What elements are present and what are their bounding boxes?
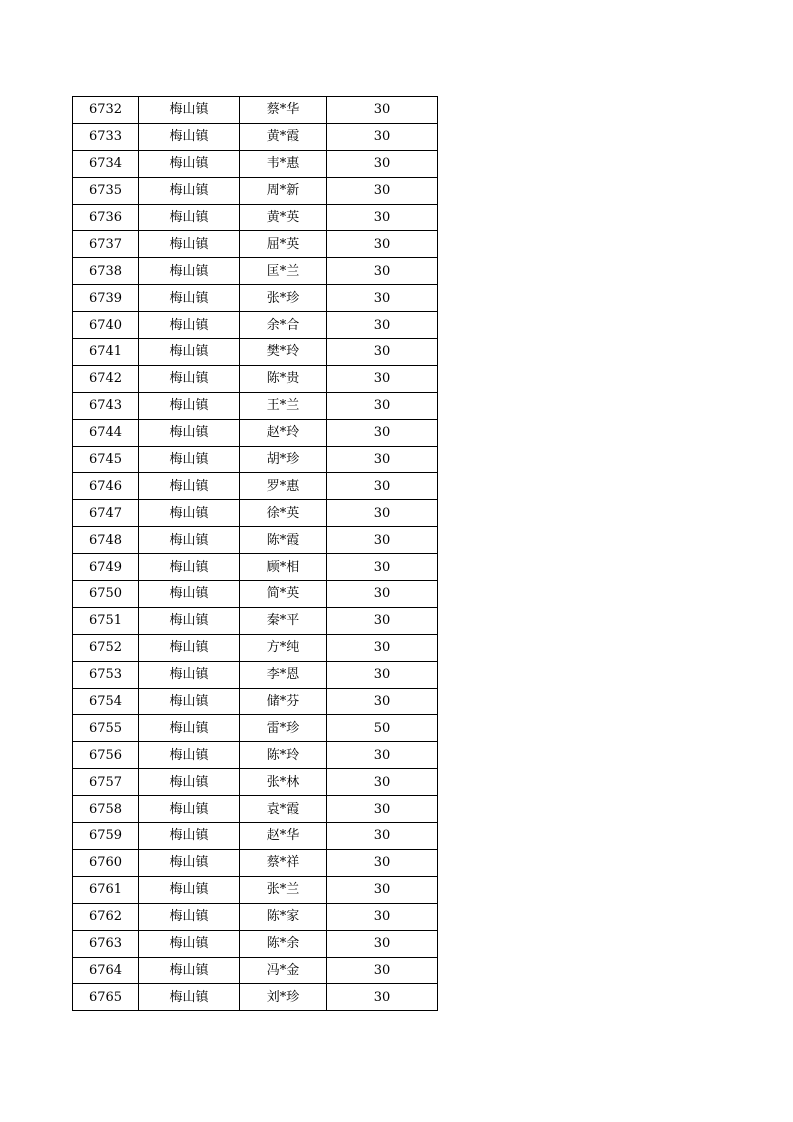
amount-cell: 30 [327, 688, 438, 715]
row-number-cell: 6761 [73, 876, 139, 903]
row-number-cell: 6750 [73, 581, 139, 608]
table-row [73, 419, 438, 446]
amount-cell: 30 [327, 849, 438, 876]
table-row [73, 984, 438, 1011]
name-cell: 匡*兰 [240, 258, 327, 285]
table-row [73, 688, 438, 715]
town-cell: 梅山镇 [139, 876, 240, 903]
amount-cell: 30 [327, 769, 438, 796]
name-cell: 余*合 [240, 312, 327, 339]
table-row [73, 365, 438, 392]
row-number-cell: 6736 [73, 204, 139, 231]
amount-cell: 30 [327, 796, 438, 823]
town-cell: 梅山镇 [139, 769, 240, 796]
amount-cell: 30 [327, 876, 438, 903]
table-row [73, 849, 438, 876]
town-cell: 梅山镇 [139, 796, 240, 823]
name-cell: 储*芬 [240, 688, 327, 715]
amount-cell: 30 [327, 204, 438, 231]
name-cell: 冯*金 [240, 957, 327, 984]
name-cell: 樊*玲 [240, 339, 327, 366]
table-row [73, 769, 438, 796]
town-cell: 梅山镇 [139, 688, 240, 715]
name-cell: 张*珍 [240, 285, 327, 312]
name-cell: 周*新 [240, 177, 327, 204]
name-cell: 徐*英 [240, 500, 327, 527]
name-cell: 赵*华 [240, 823, 327, 850]
town-cell: 梅山镇 [139, 204, 240, 231]
table-row [73, 715, 438, 742]
town-cell: 梅山镇 [139, 150, 240, 177]
row-number-cell: 6744 [73, 419, 139, 446]
amount-cell: 30 [327, 339, 438, 366]
name-cell: 简*英 [240, 581, 327, 608]
amount-cell: 30 [327, 661, 438, 688]
name-cell: 刘*珍 [240, 984, 327, 1011]
data-table [72, 96, 438, 1011]
amount-cell: 30 [327, 984, 438, 1011]
town-cell: 梅山镇 [139, 123, 240, 150]
name-cell: 陈*余 [240, 930, 327, 957]
row-number-cell: 6743 [73, 392, 139, 419]
row-number-cell: 6765 [73, 984, 139, 1011]
table-row [73, 823, 438, 850]
table-row [73, 527, 438, 554]
town-cell: 梅山镇 [139, 419, 240, 446]
row-number-cell: 6740 [73, 312, 139, 339]
name-cell: 雷*珍 [240, 715, 327, 742]
row-number-cell: 6745 [73, 446, 139, 473]
row-number-cell: 6752 [73, 634, 139, 661]
row-number-cell: 6756 [73, 742, 139, 769]
amount-cell: 30 [327, 365, 438, 392]
table-row [73, 957, 438, 984]
table-body [73, 97, 438, 1011]
table-row [73, 634, 438, 661]
row-number-cell: 6759 [73, 823, 139, 850]
name-cell: 张*林 [240, 769, 327, 796]
amount-cell: 30 [327, 742, 438, 769]
town-cell: 梅山镇 [139, 930, 240, 957]
table-row [73, 446, 438, 473]
row-number-cell: 6735 [73, 177, 139, 204]
town-cell: 梅山镇 [139, 446, 240, 473]
name-cell: 陈*霞 [240, 527, 327, 554]
row-number-cell: 6746 [73, 473, 139, 500]
name-cell: 黄*英 [240, 204, 327, 231]
table-row [73, 312, 438, 339]
town-cell: 梅山镇 [139, 742, 240, 769]
name-cell: 屈*英 [240, 231, 327, 258]
town-cell: 梅山镇 [139, 365, 240, 392]
town-cell: 梅山镇 [139, 984, 240, 1011]
table-row [73, 876, 438, 903]
name-cell: 袁*霞 [240, 796, 327, 823]
row-number-cell: 6733 [73, 123, 139, 150]
table-row [73, 258, 438, 285]
table-row [73, 123, 438, 150]
amount-cell: 30 [327, 446, 438, 473]
amount-cell: 30 [327, 634, 438, 661]
table-row [73, 392, 438, 419]
town-cell: 梅山镇 [139, 258, 240, 285]
town-cell: 梅山镇 [139, 177, 240, 204]
row-number-cell: 6732 [73, 97, 139, 124]
name-cell: 陈*家 [240, 903, 327, 930]
amount-cell: 30 [327, 823, 438, 850]
row-number-cell: 6749 [73, 554, 139, 581]
amount-cell: 30 [327, 581, 438, 608]
table-row [73, 231, 438, 258]
table-row [73, 607, 438, 634]
name-cell: 方*纯 [240, 634, 327, 661]
row-number-cell: 6757 [73, 769, 139, 796]
name-cell: 陈*玲 [240, 742, 327, 769]
row-number-cell: 6760 [73, 849, 139, 876]
amount-cell: 30 [327, 554, 438, 581]
amount-cell: 30 [327, 285, 438, 312]
amount-cell: 30 [327, 312, 438, 339]
row-number-cell: 6753 [73, 661, 139, 688]
name-cell: 罗*惠 [240, 473, 327, 500]
town-cell: 梅山镇 [139, 473, 240, 500]
amount-cell: 30 [327, 527, 438, 554]
row-number-cell: 6754 [73, 688, 139, 715]
table-row [73, 204, 438, 231]
name-cell: 李*恩 [240, 661, 327, 688]
town-cell: 梅山镇 [139, 823, 240, 850]
town-cell: 梅山镇 [139, 715, 240, 742]
amount-cell: 30 [327, 150, 438, 177]
row-number-cell: 6737 [73, 231, 139, 258]
town-cell: 梅山镇 [139, 634, 240, 661]
row-number-cell: 6747 [73, 500, 139, 527]
town-cell: 梅山镇 [139, 339, 240, 366]
table-row [73, 285, 438, 312]
amount-cell: 30 [327, 123, 438, 150]
town-cell: 梅山镇 [139, 957, 240, 984]
table-row [73, 554, 438, 581]
table-row [73, 500, 438, 527]
town-cell: 梅山镇 [139, 527, 240, 554]
amount-cell: 50 [327, 715, 438, 742]
name-cell: 赵*玲 [240, 419, 327, 446]
table-row [73, 742, 438, 769]
table-row [73, 903, 438, 930]
name-cell: 黄*霞 [240, 123, 327, 150]
amount-cell: 30 [327, 473, 438, 500]
row-number-cell: 6755 [73, 715, 139, 742]
row-number-cell: 6758 [73, 796, 139, 823]
amount-cell: 30 [327, 500, 438, 527]
table-row [73, 581, 438, 608]
town-cell: 梅山镇 [139, 903, 240, 930]
town-cell: 梅山镇 [139, 500, 240, 527]
name-cell: 蔡*祥 [240, 849, 327, 876]
name-cell: 王*兰 [240, 392, 327, 419]
town-cell: 梅山镇 [139, 392, 240, 419]
table-row [73, 177, 438, 204]
row-number-cell: 6763 [73, 930, 139, 957]
row-number-cell: 6751 [73, 607, 139, 634]
table-row [73, 150, 438, 177]
name-cell: 陈*贵 [240, 365, 327, 392]
table-row [73, 661, 438, 688]
town-cell: 梅山镇 [139, 285, 240, 312]
name-cell: 胡*珍 [240, 446, 327, 473]
name-cell: 秦*平 [240, 607, 327, 634]
town-cell: 梅山镇 [139, 312, 240, 339]
row-number-cell: 6734 [73, 150, 139, 177]
name-cell: 顾*相 [240, 554, 327, 581]
name-cell: 韦*惠 [240, 150, 327, 177]
amount-cell: 30 [327, 97, 438, 124]
row-number-cell: 6742 [73, 365, 139, 392]
town-cell: 梅山镇 [139, 97, 240, 124]
row-number-cell: 6764 [73, 957, 139, 984]
table-row [73, 473, 438, 500]
town-cell: 梅山镇 [139, 581, 240, 608]
amount-cell: 30 [327, 258, 438, 285]
amount-cell: 30 [327, 419, 438, 446]
row-number-cell: 6739 [73, 285, 139, 312]
table-row [73, 930, 438, 957]
amount-cell: 30 [327, 957, 438, 984]
row-number-cell: 6741 [73, 339, 139, 366]
amount-cell: 30 [327, 231, 438, 258]
amount-cell: 30 [327, 930, 438, 957]
amount-cell: 30 [327, 177, 438, 204]
amount-cell: 30 [327, 392, 438, 419]
row-number-cell: 6748 [73, 527, 139, 554]
row-number-cell: 6762 [73, 903, 139, 930]
table-row [73, 97, 438, 124]
table-row [73, 796, 438, 823]
name-cell: 蔡*华 [240, 97, 327, 124]
town-cell: 梅山镇 [139, 231, 240, 258]
amount-cell: 30 [327, 903, 438, 930]
town-cell: 梅山镇 [139, 849, 240, 876]
town-cell: 梅山镇 [139, 554, 240, 581]
table-row [73, 339, 438, 366]
name-cell: 张*兰 [240, 876, 327, 903]
town-cell: 梅山镇 [139, 607, 240, 634]
row-number-cell: 6738 [73, 258, 139, 285]
town-cell: 梅山镇 [139, 661, 240, 688]
amount-cell: 30 [327, 607, 438, 634]
